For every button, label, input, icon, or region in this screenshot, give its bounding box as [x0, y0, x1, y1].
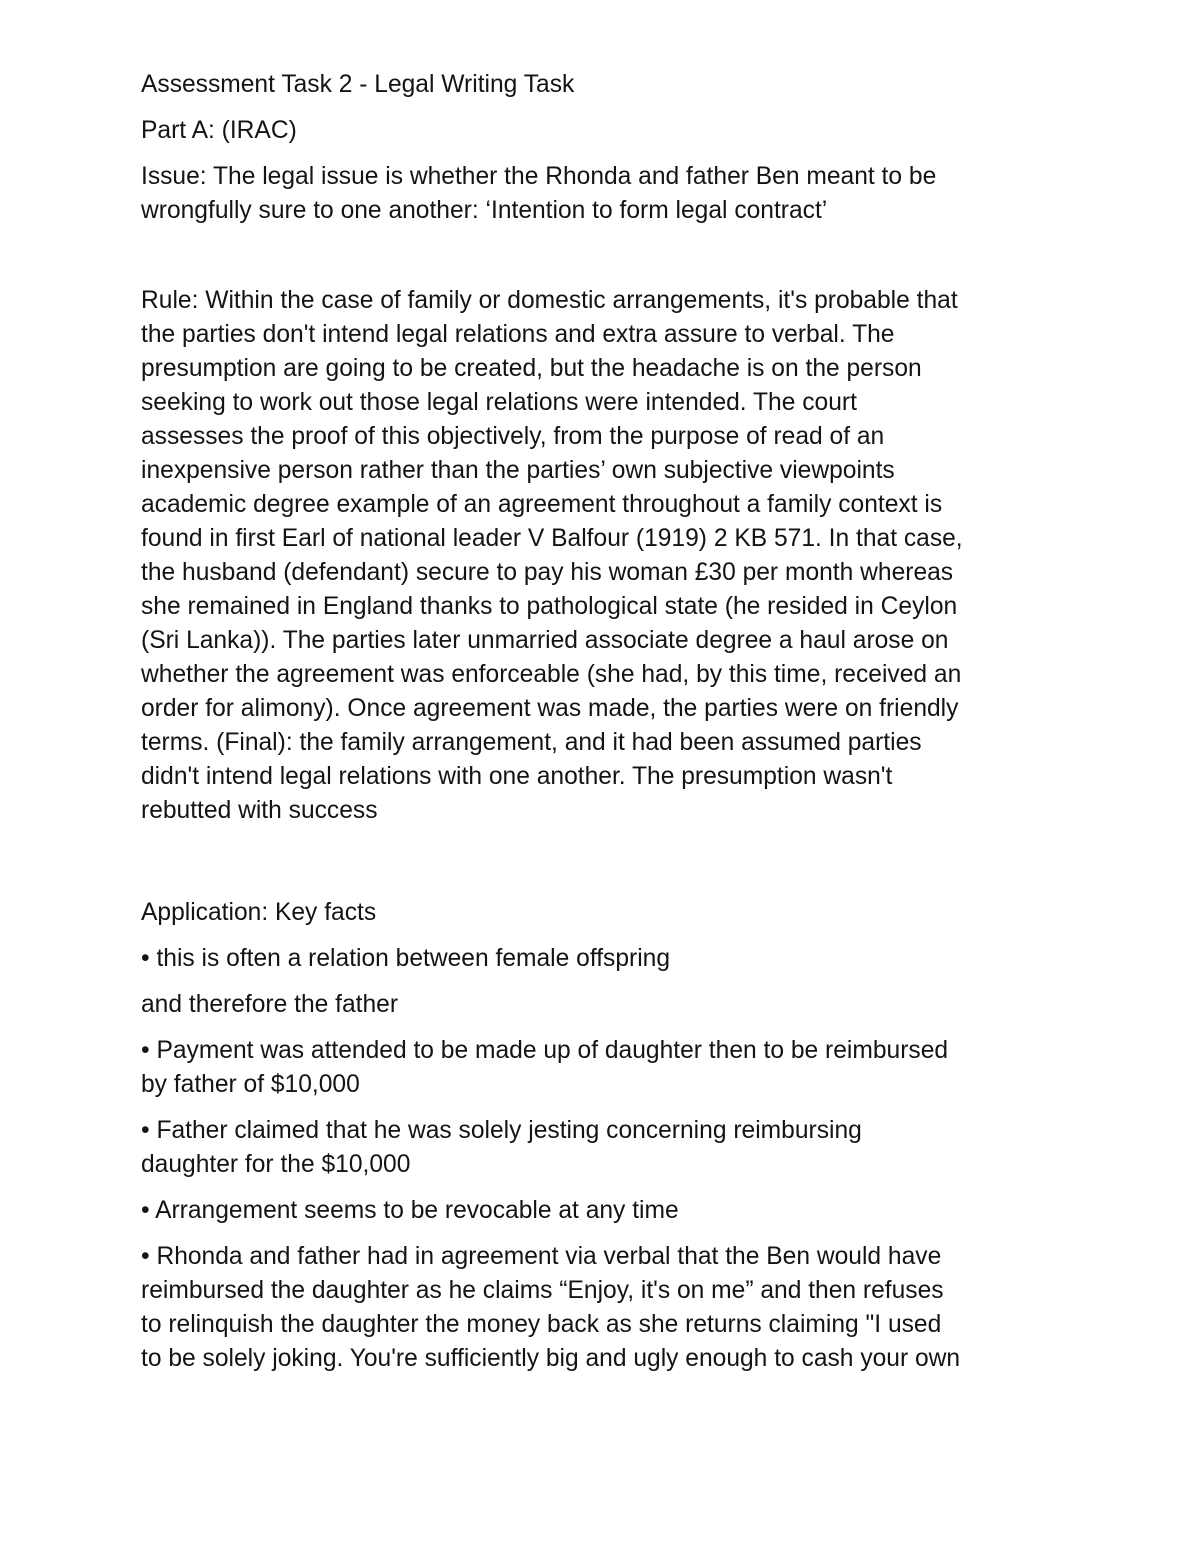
bullet-item: • this is often a relation between female offspring: [141, 945, 671, 972]
issue-line: Issue: The legal issue is whether the Rhonda and father Ben meant to be: [141, 163, 937, 190]
rule-line: she remained in England thanks to pathological state (he resided in Ceylon: [141, 593, 958, 620]
rule-line: rebutted with success: [141, 797, 378, 824]
rule-line: found in first Earl of national leader V Balfour (1919) 2 KB 571. In that case,: [141, 525, 963, 552]
spacer: [141, 840, 1061, 896]
rule-paragraph: [141, 284, 1061, 828]
rule-line: Rule: Within the case of family or domestic arrangements, it's probable that: [141, 287, 958, 314]
document-page: [141, 68, 1061, 1388]
bullet-item: • Father claimed that he was solely jesting concerning reimbursing daughter for the $10,000: [141, 1117, 862, 1178]
document-title: Assessment Task 2 - Legal Writing Task: [141, 71, 575, 98]
bullet-continuation: and therefore the father: [141, 991, 399, 1018]
rule-line: academic degree example of an agreement throughout a family context is: [141, 491, 943, 518]
issue-line: wrongfully sure to one another: ‘Intention to form legal contract’: [141, 197, 828, 224]
bullet-item: • Payment was attended to be made up of daughter then to be reimbursed by father of $10,000: [141, 1037, 949, 1098]
rule-line: presumption are going to be created, but the headache is on the person: [141, 355, 922, 382]
rule-line: terms. (Final): the family arrangement, and it had been assumed parties: [141, 729, 922, 756]
issue-paragraph: [141, 160, 1061, 228]
rule-line: inexpensive person rather than the parties’ own subjective viewpoints: [141, 457, 895, 484]
application-heading: Application: Key facts: [141, 899, 377, 926]
bullet-item: • Arrangement seems to be revocable at any time: [141, 1197, 679, 1224]
part-heading: Part A: (IRAC): [141, 117, 297, 144]
rule-line: didn't intend legal relations with one another. The presumption wasn't: [141, 763, 893, 790]
spacer: [141, 240, 1061, 284]
rule-line: seeking to work out those legal relations were intended. The court: [141, 389, 857, 416]
rule-line: order for alimony). Once agreement was made, the parties were on friendly: [141, 695, 959, 722]
rule-line: the parties don't intend legal relations and extra assure to verbal. The: [141, 321, 895, 348]
rule-line: whether the agreement was enforceable (she had, by this time, received an: [141, 661, 962, 688]
rule-line: (Sri Lanka)). The parties later unmarried associate degree a haul arose on: [141, 627, 949, 654]
bullet-item: • Rhonda and father had in agreement via verbal that the Ben would have reimbursed the daughter as he claims “Enjoy, it's on me” and then refuses to relinquish the daughter the money back as she returns claiming "I used to be solely joking. You're sufficiently big and ugly enough to cash your own: [141, 1243, 961, 1372]
rule-line: the husband (defendant) secure to pay his woman £30 per month whereas: [141, 559, 954, 586]
rule-line: assesses the proof of this objectively, from the purpose of read of an: [141, 423, 885, 450]
